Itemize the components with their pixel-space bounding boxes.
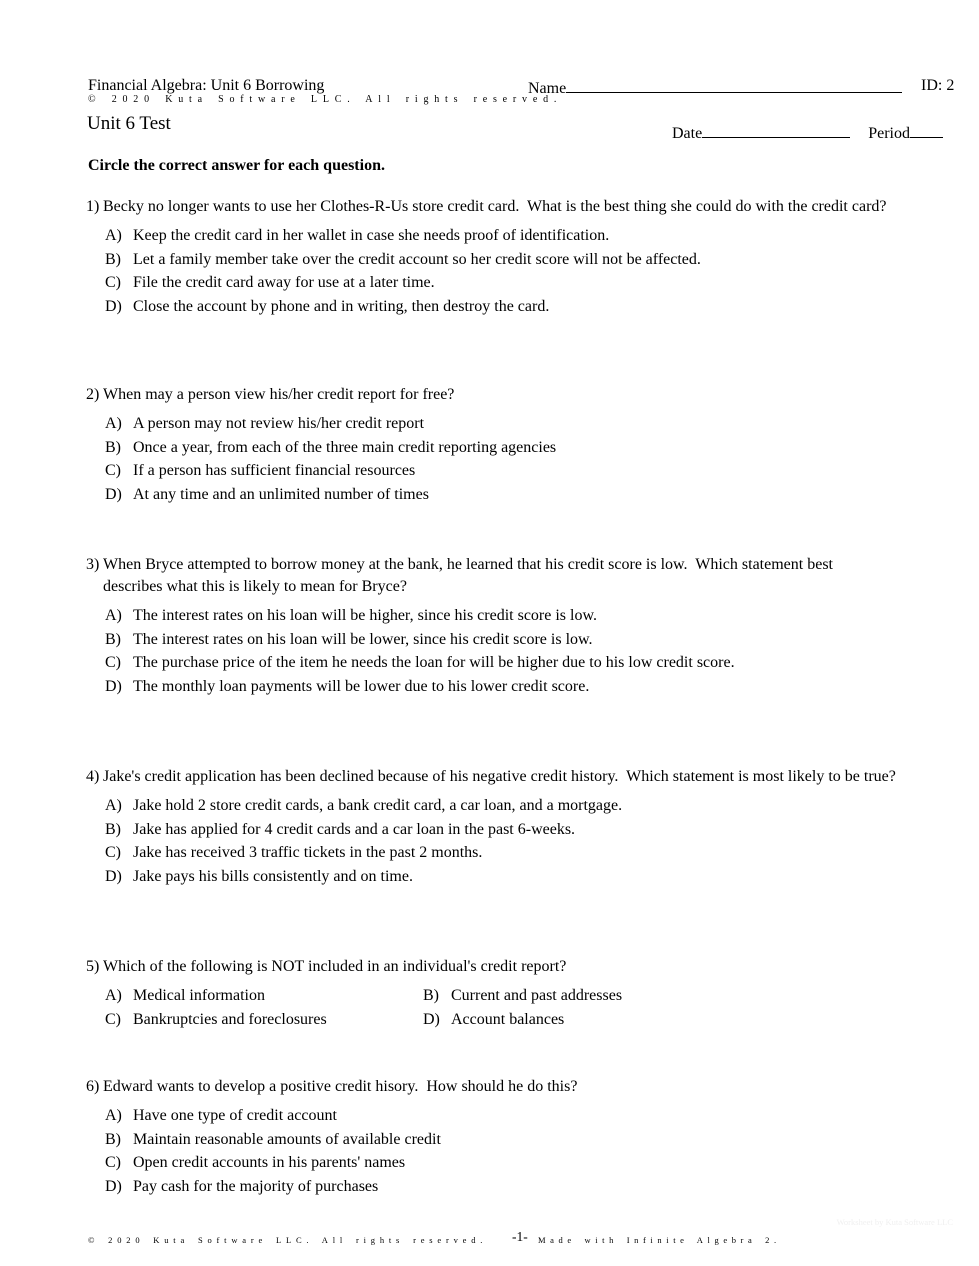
options-list <box>105 984 896 1031</box>
option-b <box>105 436 896 460</box>
footer-copyright: © 2020 Kuta Software LLC. All rights reserved. <box>88 1235 488 1245</box>
page-number: -1- <box>512 1229 528 1244</box>
option-text: Jake pays his bills consistently and on time. <box>133 867 413 885</box>
option-a <box>105 604 896 628</box>
option-c <box>105 271 896 295</box>
option-letter: A) <box>105 1107 122 1124</box>
option-c <box>105 1008 423 1032</box>
option-letter: B) <box>105 1130 121 1148</box>
date-blank-line <box>702 121 850 138</box>
question-number: 5) <box>86 958 100 975</box>
options-list <box>105 412 896 506</box>
question-text: When may a person view his/her credit report for free? <box>103 386 455 403</box>
question-text-row <box>86 766 896 788</box>
question-3 <box>86 554 896 698</box>
question-2 <box>86 384 896 506</box>
option-text: The monthly loan payments will be lower due to his lower credit score. <box>133 677 590 695</box>
option-letter: C) <box>105 1010 121 1028</box>
option-text: Current and past addresses <box>451 987 623 1004</box>
option-letter: B) <box>105 438 121 456</box>
option-text: File the credit card away for use at a later time. <box>133 274 435 291</box>
options-list <box>105 1104 896 1198</box>
question-text: Becky no longer wants to use her Clothes-R-Us store credit card. What is the best thing she could do with the credit card? <box>103 198 887 215</box>
option-b <box>423 984 896 1008</box>
option-c <box>105 459 896 483</box>
option-letter: C) <box>105 1154 121 1171</box>
option-d <box>105 1175 896 1199</box>
options-list <box>105 224 896 318</box>
question-text: When Bryce attempted to borrow money at the bank, he learned that his credit score is low. Which statement best describes what this is likely to mean for Bryce? <box>103 556 837 595</box>
option-d <box>423 1008 896 1032</box>
options-list <box>105 604 896 698</box>
question-6 <box>86 1076 896 1198</box>
option-text: Keep the credit card in her wallet in case she needs proof of identification. <box>133 227 610 244</box>
option-c <box>105 841 896 865</box>
option-text: Jake has applied for 4 credit cards and a car loan in the past 6-weeks. <box>133 820 576 838</box>
question-number: 4) <box>86 768 100 785</box>
option-letter: B) <box>105 820 121 838</box>
question-text: Edward wants to develop a positive credit hisory. How should he do this? <box>103 1078 578 1095</box>
option-a <box>105 224 896 248</box>
option-letter: A) <box>105 415 122 432</box>
option-letter: C) <box>105 844 121 861</box>
question-text-row <box>86 196 896 218</box>
option-text: Pay cash for the majority of purchases <box>133 1177 379 1195</box>
date-period-row <box>672 121 943 144</box>
period-label: Period <box>868 125 910 142</box>
option-text: Account balances <box>451 1010 565 1028</box>
option-d <box>105 865 896 889</box>
option-c <box>105 1151 896 1175</box>
option-b <box>105 818 896 842</box>
option-text: Jake has received 3 traffic tickets in the past 2 months. <box>133 844 483 861</box>
course-title: Financial Algebra: Unit 6 Borrowing <box>88 77 325 94</box>
option-text: The interest rates on his loan will be higher, since his credit score is low. <box>133 607 597 624</box>
question-text: Jake's credit application has been declined because of his negative credit history. Which statement is most likely to be true? <box>103 768 896 785</box>
option-letter: B) <box>105 630 121 648</box>
option-letter: D) <box>105 297 122 315</box>
question-1 <box>86 196 896 318</box>
id-label: ID: 2 <box>921 77 955 94</box>
question-text: Which of the following is NOT included in an individual's credit report? <box>103 958 567 975</box>
option-letter: B) <box>105 250 121 268</box>
option-letter: A) <box>105 607 122 624</box>
option-a <box>105 984 423 1008</box>
question-5 <box>86 956 896 1031</box>
option-letter: C) <box>105 274 121 291</box>
option-text: Bankruptcies and foreclosures <box>133 1010 327 1028</box>
question-text-row <box>86 554 896 598</box>
option-text: Maintain reasonable amounts of available credit <box>133 1130 441 1148</box>
question-4 <box>86 766 896 888</box>
test-instructions: Circle the correct answer for each question. <box>88 157 385 174</box>
header-copyright: © 2020 Kuta Software LLC. All rights reserved. <box>88 94 563 105</box>
options-list <box>105 794 896 888</box>
option-letter: D) <box>105 1177 122 1195</box>
option-a <box>105 794 896 818</box>
option-letter: A) <box>105 797 122 814</box>
option-text: Let a family member take over the credit account so her credit score will not be affected. <box>133 250 701 268</box>
period-blank-line <box>910 121 943 138</box>
option-text: If a person has sufficient financial resources <box>133 462 416 479</box>
date-label: Date <box>672 125 703 142</box>
option-text: The interest rates on his loan will be lower, since his credit score is low. <box>133 630 593 648</box>
option-d <box>105 483 896 507</box>
option-letter: D) <box>105 485 122 503</box>
option-text: A person may not review his/her credit report <box>133 415 425 432</box>
option-letter: D) <box>423 1010 440 1028</box>
option-letter: B) <box>423 987 439 1004</box>
option-text: At any time and an unlimited number of times <box>133 485 429 503</box>
option-d <box>105 675 896 699</box>
name-label: Name <box>528 80 567 97</box>
option-letter: A) <box>105 987 122 1004</box>
question-text-row <box>86 1076 896 1098</box>
name-blank-line <box>566 76 902 93</box>
option-text: Jake hold 2 store credit cards, a bank credit card, a car loan, and a mortgage. <box>133 797 623 814</box>
name-field-row <box>528 76 902 99</box>
option-text: The purchase price of the item he needs the loan for will be higher due to his low credit score. <box>133 654 735 671</box>
option-d <box>105 295 896 319</box>
option-letter: C) <box>105 654 121 671</box>
option-text: Medical information <box>133 987 265 1004</box>
option-letter: C) <box>105 462 121 479</box>
option-b <box>105 248 896 272</box>
option-a <box>105 412 896 436</box>
question-number: 3) <box>86 556 100 573</box>
made-with-note: Made with Infinite Algebra 2. <box>538 1235 781 1245</box>
option-letter: A) <box>105 227 122 244</box>
question-text-row <box>86 384 896 406</box>
option-text: Open credit accounts in his parents' names <box>133 1154 406 1171</box>
question-text-row <box>86 956 896 978</box>
option-text: Close the account by phone and in writing, then destroy the card. <box>133 297 550 315</box>
option-b <box>105 1128 896 1152</box>
option-a <box>105 1104 896 1128</box>
option-text: Have one type of credit account <box>133 1107 337 1124</box>
option-letter: D) <box>105 677 122 695</box>
page-title: Unit 6 Test <box>87 113 171 134</box>
option-letter: D) <box>105 867 122 885</box>
kuta-watermark: Worksheet by Kuta Software LLC <box>836 1217 953 1227</box>
question-number: 6) <box>86 1078 100 1095</box>
option-text: Once a year, from each of the three main credit reporting agencies <box>133 438 557 456</box>
question-number: 1) <box>86 198 100 215</box>
option-b <box>105 628 896 652</box>
question-number: 2) <box>86 386 100 403</box>
option-c <box>105 651 896 675</box>
